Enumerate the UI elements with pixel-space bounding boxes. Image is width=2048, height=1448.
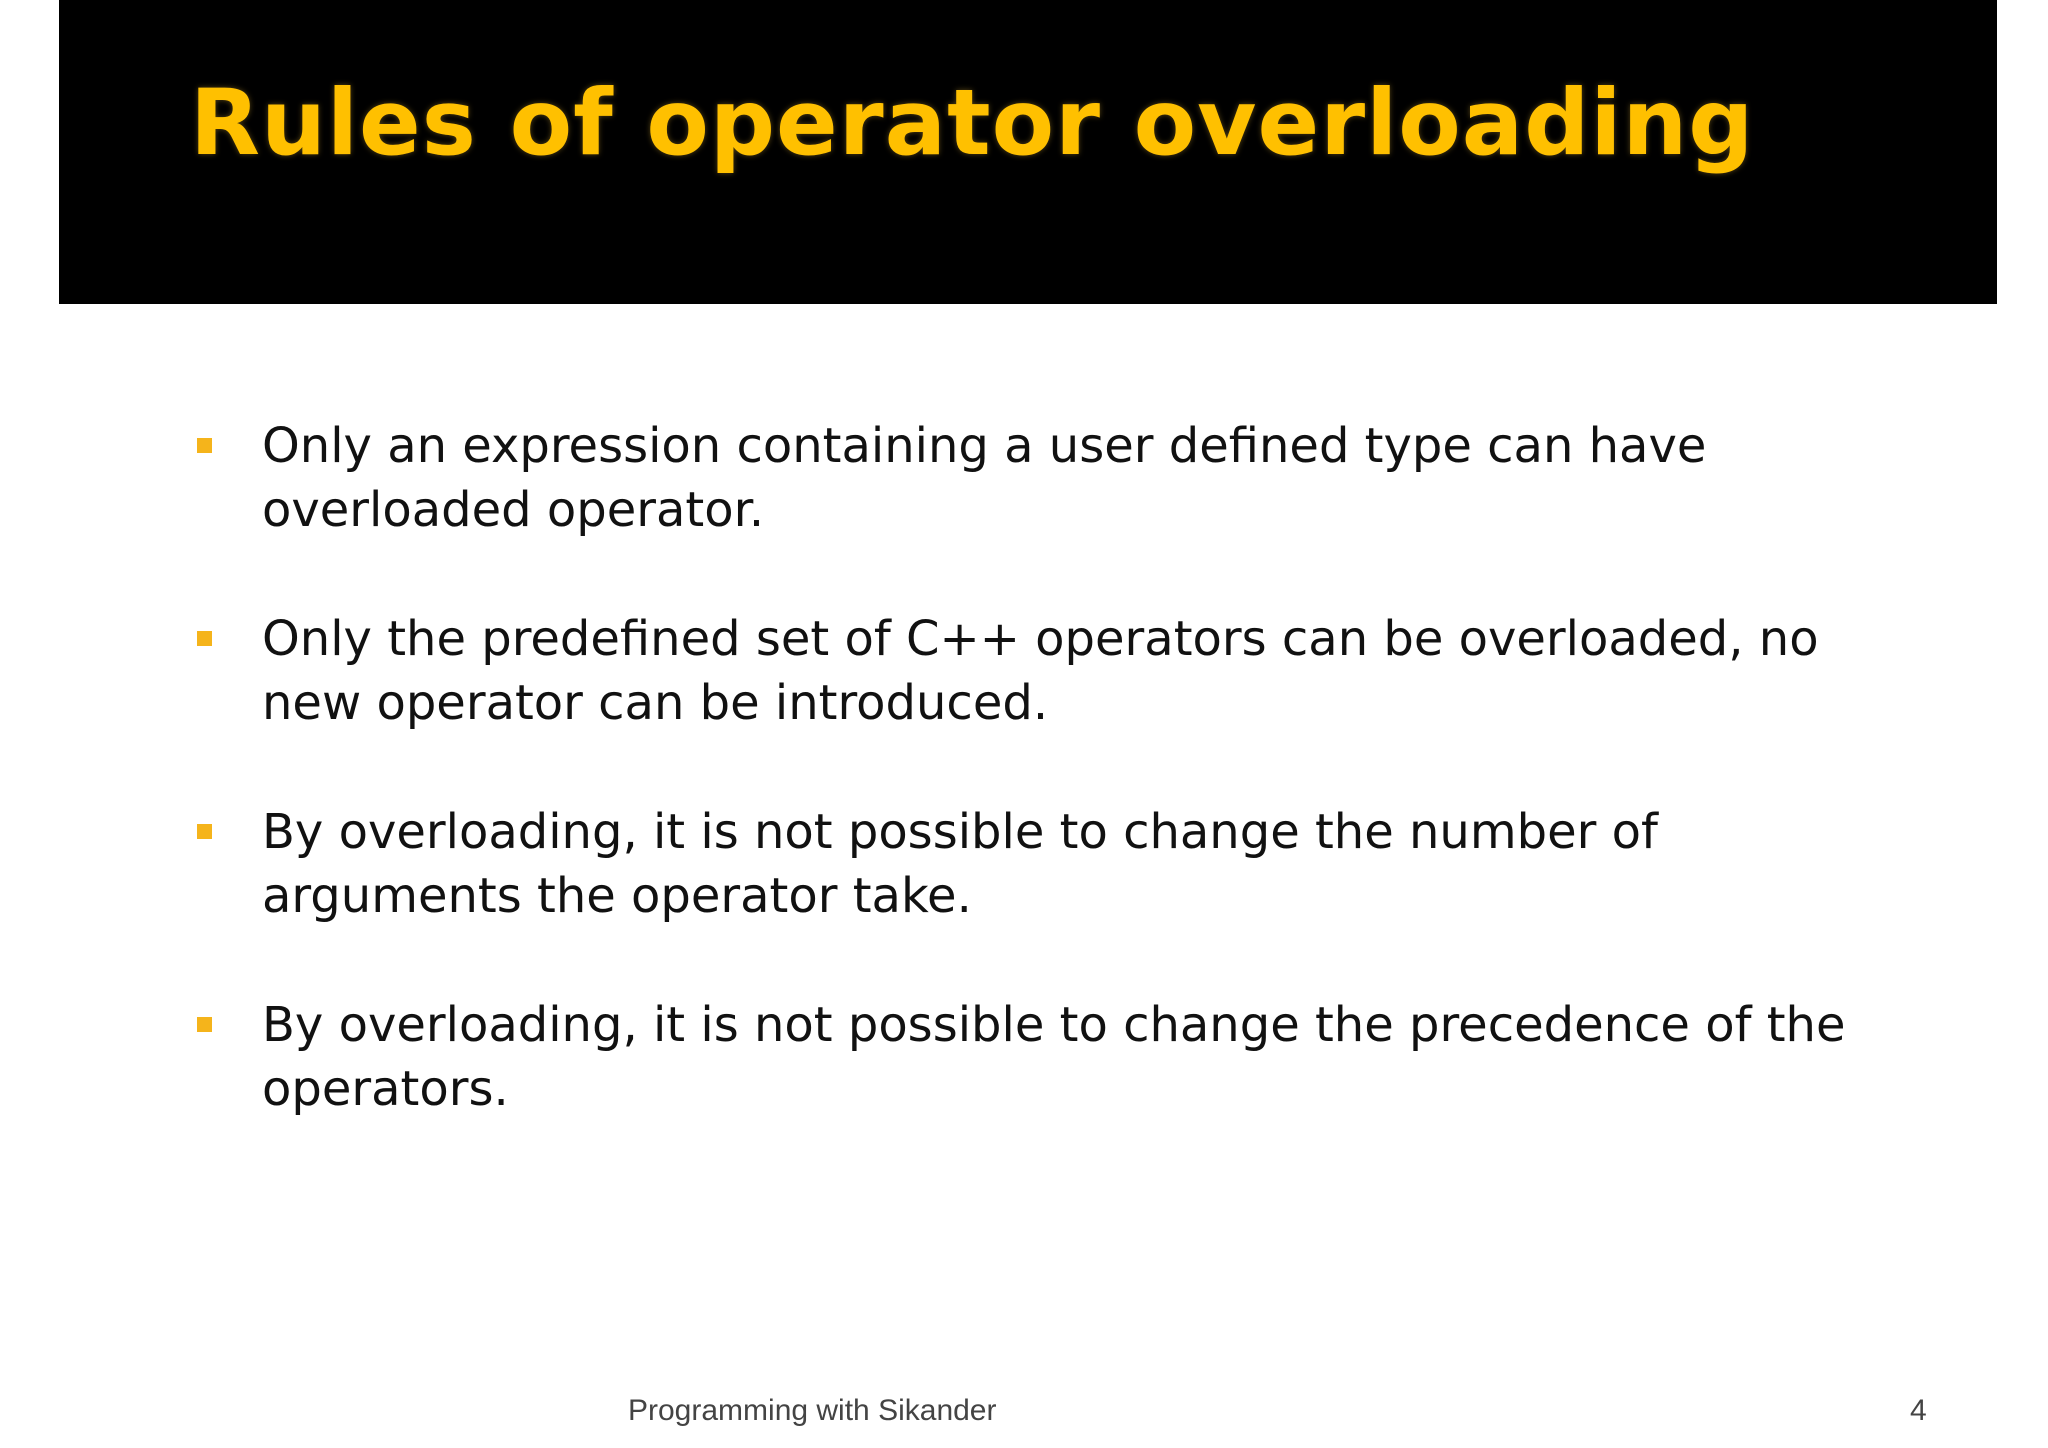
bullet-list [195,414,1895,1186]
page-number: 4 [1910,1394,1927,1427]
slide-title: Rules of operator overloading [190,71,1755,176]
bullet-text: By overloading, it is not possible to change the precedence of the operators. [262,997,1846,1117]
square-bullet-icon [197,824,212,839]
bullet-text: Only an expression containing a user defined type can have overloaded operator. [262,418,1707,538]
square-bullet-icon [197,631,212,646]
footer-text: Programming with Sikander [628,1394,997,1427]
bullet-item [195,800,1895,928]
title-bar [59,0,1997,304]
bullet-text: Only the predefined set of C++ operators can be overloaded, no new operator can be introduced. [262,611,1819,731]
square-bullet-icon [197,438,212,453]
bullet-item [195,414,1895,542]
bullet-text: By overloading, it is not possible to change the number of arguments the operator take. [262,804,1658,924]
square-bullet-icon [197,1017,212,1032]
bullet-item [195,607,1895,735]
bullet-item [195,993,1895,1121]
